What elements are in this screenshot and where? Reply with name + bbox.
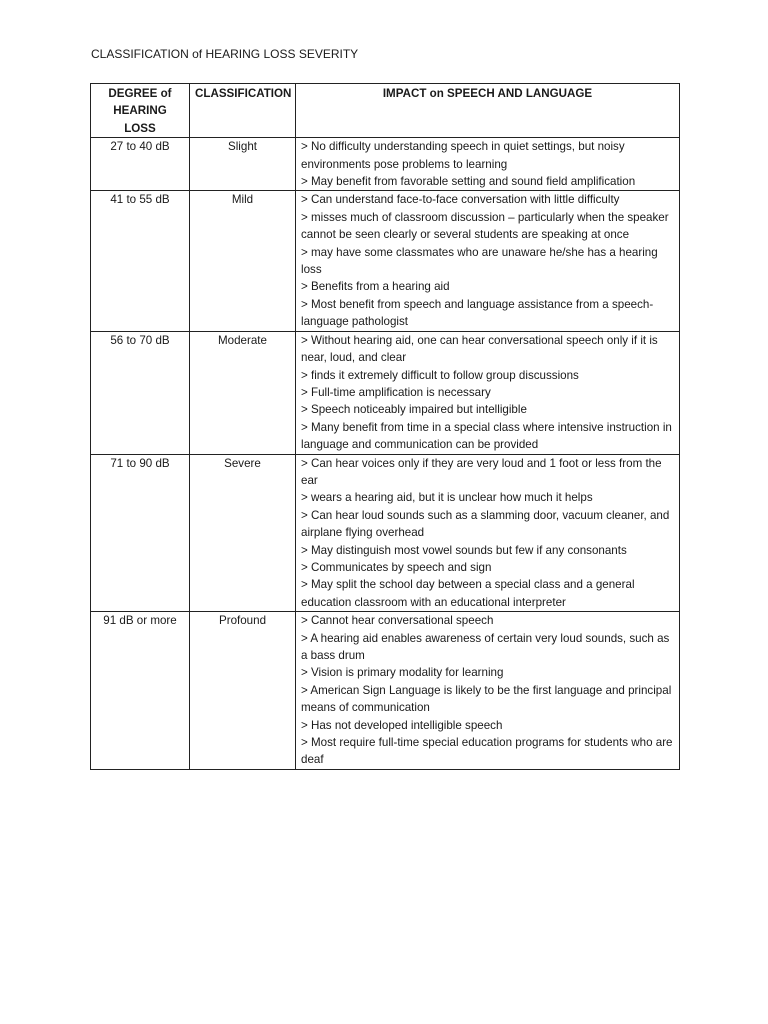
classification-cell: Slight [190,138,296,191]
impact-item: > Communicates by speech and sign [301,560,492,574]
document-title: CLASSIFICATION of HEARING LOSS SEVERITY [91,47,359,61]
table-row [91,331,680,454]
impact-item: > Vision is primary modality for learning [301,666,504,680]
impact-item: > finds it extremely difficult to follow group discussions [301,368,579,382]
impact-item: > Most require full-time special education programs for students who are deaf [301,736,673,767]
impact-cell [296,138,680,191]
impact-item: > Can hear loud sounds such as a slamming door, vacuum cleaner, and airplane flying overhead [301,508,670,540]
header-classification: CLASSIFICATION [190,84,296,138]
impact-item: > No difficulty understanding speech in quiet settings, but noisy environments pose problems to learning [301,140,625,171]
degree-cell: 71 to 90 dB [91,454,190,612]
hearing-loss-table [90,83,680,770]
header-degree-line2: HEARING LOSS [113,104,167,135]
impact-item: > A hearing aid enables awareness of certain very loud sounds, such as a bass drum [301,631,670,662]
table-row [91,138,680,191]
impact-cell [296,612,680,770]
table-header-row [91,84,680,138]
impact-item: > May distinguish most vowel sounds but few if any consonants [301,543,627,557]
impact-cell [296,331,680,454]
classification-cell: Severe [190,454,296,612]
impact-item: > misses much of classroom discussion – particularly when the speaker cannot be seen clearly or several students are speaking at once [301,210,669,242]
impact-item: > Without hearing aid, one can hear conversational speech only if it is near, loud, and clear [301,333,658,365]
impact-item: > wears a hearing aid, but it is unclear how much it helps [301,491,593,505]
classification-cell: Moderate [190,331,296,454]
impact-item: > American Sign Language is likely to be the first language and principal means of communication [301,683,672,715]
impact-cell [296,454,680,612]
degree-cell: 27 to 40 dB [91,138,190,191]
impact-item: > Full-time amplification is necessary [301,385,491,399]
table-row [91,191,680,331]
degree-cell: 56 to 70 dB [91,331,190,454]
degree-cell: 91 dB or more [91,612,190,770]
degree-cell: 41 to 55 dB [91,191,190,331]
impact-item: > May benefit from favorable setting and sound field amplification [301,175,636,189]
impact-item: > Benefits from a hearing aid [301,280,450,294]
table-row [91,454,680,612]
table-row [91,612,680,770]
impact-cell [296,191,680,331]
impact-item: > May split the school day between a special class and a general education classroom with an educational interpreter [301,578,635,609]
impact-item: > Has not developed intelligible speech [301,718,503,732]
impact-item: > Can understand face-to-face conversation with little difficulty [301,193,620,207]
impact-item: > Speech noticeably impaired but intelligible [301,403,527,417]
impact-item: > Can hear voices only if they are very loud and 1 foot or less from the ear [301,456,662,487]
header-impact: IMPACT on SPEECH AND LANGUAGE [296,84,680,138]
classification-cell: Mild [190,191,296,331]
header-degree [91,84,190,138]
classification-cell: Profound [190,612,296,770]
impact-item: > Most benefit from speech and language assistance from a speech-language pathologist [301,297,654,329]
impact-item: > may have some classmates who are unaware he/she has a hearing loss [301,245,658,277]
impact-item: > Many benefit from time in a special class where intensive instruction in language and communication can be provided [301,420,672,452]
header-degree-line1: DEGREE of [108,87,172,100]
impact-item: > Cannot hear conversational speech [301,614,494,628]
